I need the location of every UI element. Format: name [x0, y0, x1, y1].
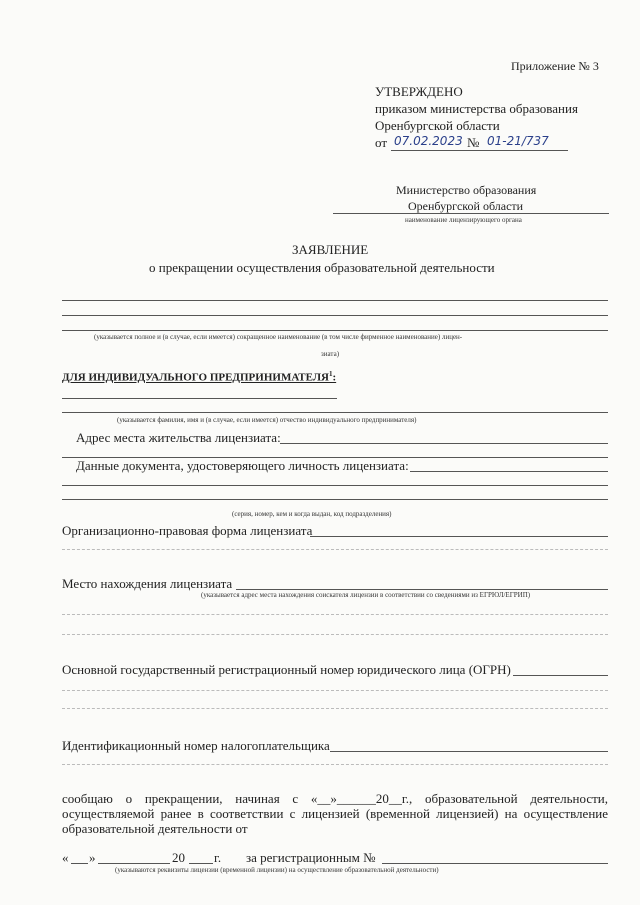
order-line [391, 150, 568, 151]
order-date: 07.02.2023 [394, 134, 463, 148]
ip-section-title [62, 370, 336, 384]
bottom-year-field[interactable] [189, 863, 213, 864]
bottom-reg-label: за регистрационным № [246, 850, 376, 865]
bottom-day-field[interactable] [71, 863, 88, 864]
org-form-field[interactable] [310, 536, 608, 537]
ip-colon: : [332, 371, 337, 384]
ip-name-line-1 [62, 398, 337, 399]
address-label: Адрес места жительства лицензиата: [76, 430, 281, 445]
organ-line-1: Министерство образования [396, 183, 537, 197]
inn-label: Идентификационный номер налогоплательщика [62, 738, 330, 753]
location-label: Место нахождения лицензиата [62, 576, 233, 591]
order-number-sign: № [467, 135, 480, 150]
ogrn-line-3 [62, 708, 608, 709]
ip-section-title-text: ДЛЯ ИНДИВИДУАЛЬНОГО ПРЕДПРИНИМАТЕЛЯ [62, 371, 329, 384]
ip-footnote: 1 [328, 370, 333, 378]
organ-caption: наименование лицензирующего органа [405, 216, 522, 224]
licensee-name-line-1 [62, 300, 608, 301]
approved-from-prefix: от [375, 135, 388, 150]
bottom-year-suffix: г. [214, 850, 222, 865]
bottom-caption: (указываются реквизиты лицензии (временной лицензии) на осуществление образовательной деятельности) [115, 866, 439, 874]
inn-line-2 [62, 764, 608, 765]
document-caption: (серия, номер, кем и когда выдан, код подразделения) [232, 510, 392, 518]
bottom-quote-close: » [89, 850, 96, 865]
bottom-quote-open: « [62, 850, 69, 865]
document-subtitle: о прекращении осуществления образовательной деятельности [149, 260, 495, 275]
document-line-3 [62, 499, 608, 500]
licensee-name-line-3 [62, 330, 608, 331]
licensee-name-caption: (указывается полное и (в случае, если имеется) сокращенное наименование (в том числе фирменное наименование) лицен- [94, 333, 463, 341]
org-form-line-2 [62, 549, 608, 550]
appendix-label: Приложение № 3 [511, 59, 599, 73]
organ-line-2: Оренбургской области [408, 199, 524, 213]
organ-line [333, 213, 609, 214]
bottom-month-field[interactable] [98, 863, 170, 864]
bottom-reg-field[interactable] [382, 863, 608, 864]
approved-line-2: Оренбургской области [375, 118, 500, 133]
inn-field[interactable] [330, 751, 608, 752]
licensee-name-caption-cont: зиата) [321, 350, 340, 358]
location-line-2 [62, 614, 608, 615]
location-field[interactable] [236, 589, 608, 590]
ogrn-field[interactable] [513, 675, 608, 676]
address-field[interactable] [280, 443, 608, 444]
ip-name-line-2 [62, 412, 608, 413]
org-form-label: Организационно-правовая форма лицензиата [62, 523, 313, 538]
document-title: ЗАЯВЛЕНИЕ [292, 242, 369, 257]
location-caption: (указывается адрес места нахождения соискателя лицензии в соответствии со сведениями из ЕГРЮЛ/ЕГРИП) [201, 591, 531, 599]
licensee-name-line-2 [62, 315, 608, 316]
ogrn-label: Основной государственный регистрационный номер юридического лица (ОГРН) [62, 662, 511, 677]
location-line-3 [62, 634, 608, 635]
ogrn-line-2 [62, 690, 608, 691]
order-number: 01-21/737 [487, 134, 549, 148]
bottom-year-prefix: 20 [172, 850, 185, 865]
document-label: Данные документа, удостоверяющего личность лицензиата: [76, 458, 409, 473]
ip-name-caption: (указывается фамилия, имя и (в случае, если имеется) отчество индивидуального предпринимателя) [117, 416, 417, 424]
approved-title: УТВЕРЖДЕНО [375, 84, 463, 99]
document-field[interactable] [410, 471, 608, 472]
approved-line-1: приказом министерства образования [375, 101, 578, 116]
statement-text: сообщаю о прекращении, начиная с «__»______20__г., образовательной деятельности, осуществляемой ранее в соответствии с лицензией (временной лицензией) на осуществление образовательной деятельности от [62, 791, 608, 836]
document-line-2 [62, 485, 608, 486]
